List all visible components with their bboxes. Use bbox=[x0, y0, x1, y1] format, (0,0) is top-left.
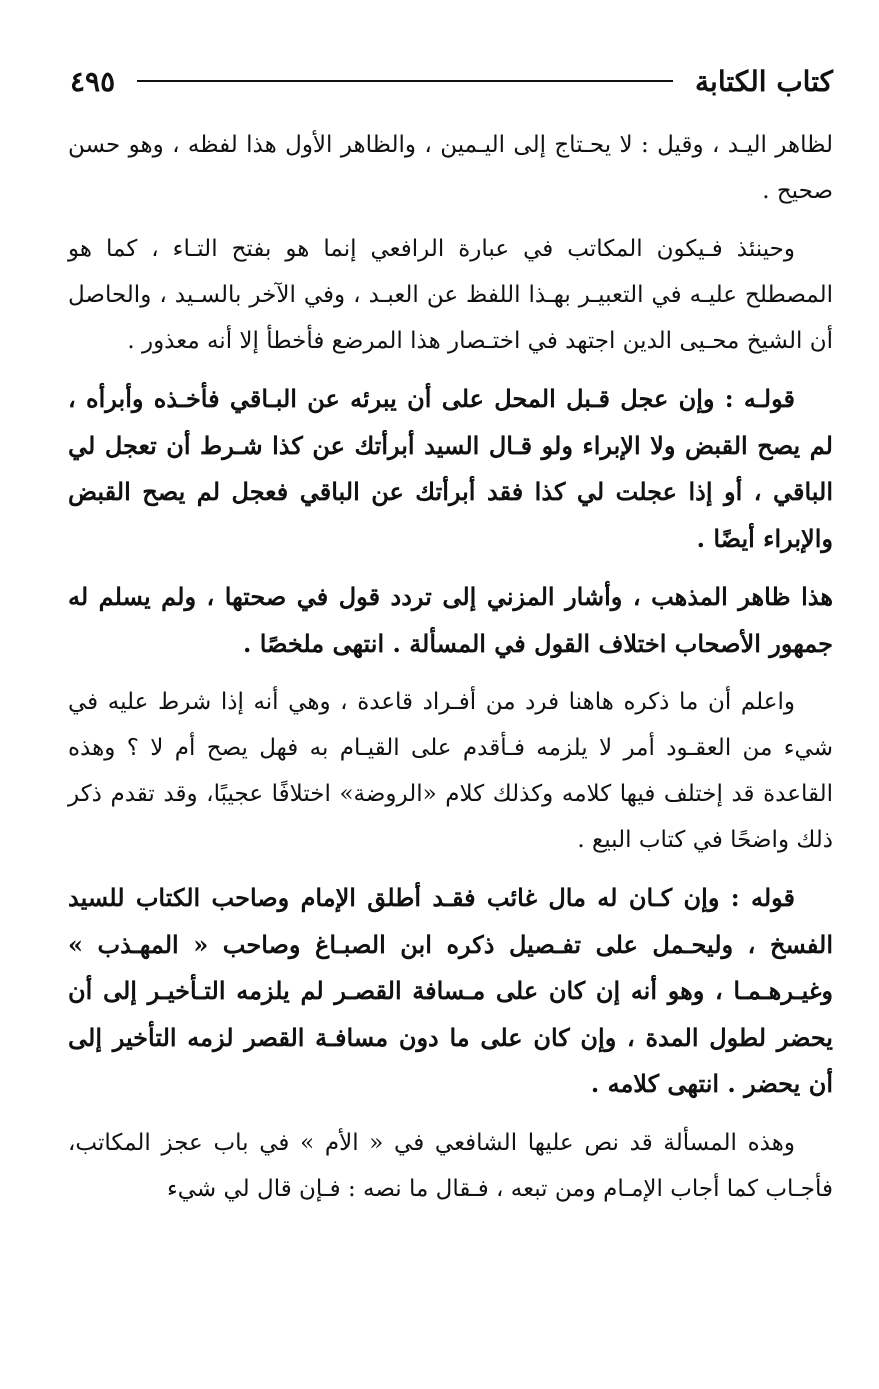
paragraph-1: لظاهر اليـد ، وقيل : لا يحـتاج إلى اليـمين ، والظاهر الأول هذا لفظه ، وهو حسن صحيح . bbox=[68, 132, 833, 204]
running-title: كتاب الكتابة bbox=[695, 64, 833, 98]
page-header bbox=[70, 58, 833, 104]
quoted-paragraph-2: هذا ظاهر المذهب ، وأشار المزني إلى تردد قول في صحتها ، ولم يسلم له جمهور الأصحاب اختلاف القول في المسألة . انتهى ملخصًا . bbox=[68, 582, 833, 658]
quoted-paragraph-1: قولـه : وإن عجل قـبل المحل على أن يبرئه عن البـاقي فأخـذه وأبرأه ، لم يصح القبض ولا الإبراء ولو قـال السيد أبرأتك عن كذا شـرط أن تعجل لي الباقي ، أو إذا عجلت لي كذا فقد أبرأتك عن الباقي فعجل لم يصح القبض والإبراء أيضًا . bbox=[68, 384, 833, 553]
paragraph-4: وهذه المسألة قد نص عليها الشافعي في « الأم » في باب عجز المكاتب، فأجـاب كما أجاب الإمـام ومن تبعه ، فـقال ما نصه : فـإن قال لي شيء bbox=[68, 1129, 833, 1202]
page-number: ٤٩٥ bbox=[70, 64, 116, 98]
paragraph-2: وحينئذ فـيكون المكاتب في عبارة الرافعي إنما هو بفتح التـاء ، كما هو المصطلح عليـه في التعبيـر بهـذا اللفظ عن العبـد ، وفي الآخر بالسـيد ، والحاصل أن الشيخ محـيى الدين اجتهد في اختـصار هذا المرضع فأخطأ إلا أنه معذور . bbox=[68, 236, 833, 354]
paragraph-3: واعلم أن ما ذكره هاهنا فرد من أفـراد قاعدة ، وهي أنه إذا شرط عليه في شيء من العقـود أمر لا يلزمه فـأقدم على القيـام به فهل يصح أم لا ؟ وهذه القاعدة قد إختلف فيها كلامه وكذلك كلام «الروضة» اختلافًا عجيبًا، وقد تقدم ذكر ذلك واضحًا في كتاب البيع . bbox=[68, 689, 833, 853]
body-text bbox=[68, 122, 833, 1212]
header-rule bbox=[137, 80, 673, 82]
quoted-paragraph-3: قوله : وإن كـان له مال غائب فقـد أطلق الإمام وصاحب الكتاب للسيد الفسخ ، وليحـمل على تفـصيل ذكره ابن الصبـاغ وصاحب « المهـذب » وغيـرهـمـا ، وهو أنه إن كان على مـسافة القصـر لم يلزمه التـأخيـر إلى أن يحضر لطول المدة ، وإن كان على ما دون مسافـة القصر لزمه التأخير إلى أن يحضر . انتهى كلامه . bbox=[68, 883, 833, 1098]
